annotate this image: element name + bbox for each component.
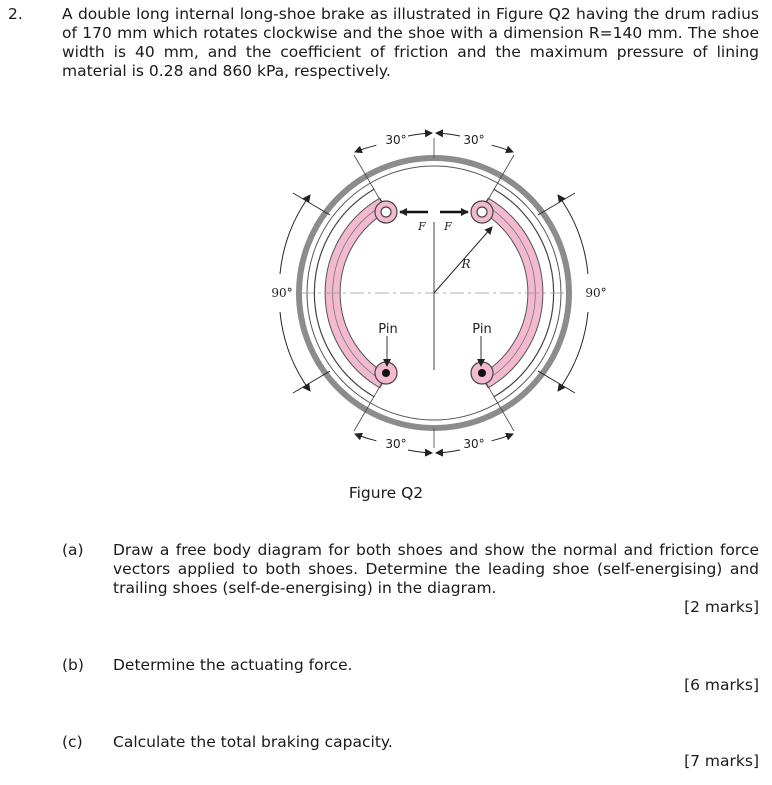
figure-caption: Figure Q2	[348, 484, 424, 502]
radius-label: R	[461, 257, 471, 271]
angle-label-top-left: 30°	[385, 133, 407, 147]
part-b-marks: [6 marks]	[684, 676, 759, 694]
part-label: (a)	[62, 541, 84, 559]
pin-label-left: Pin	[378, 322, 398, 337]
left-anchor-pin	[375, 362, 397, 384]
part-text: Calculate the total braking capacity.	[113, 733, 393, 751]
part-label: (c)	[62, 733, 83, 751]
angle-label-bottom-left: 30°	[385, 437, 407, 451]
angle-label-left: 90°	[271, 286, 293, 300]
right-anchor-pin	[471, 362, 493, 384]
angle-label-top-right: 30°	[463, 133, 485, 147]
question-number: 2.	[8, 5, 23, 23]
left-actuation-pin	[375, 201, 397, 223]
part-a-marks: [2 marks]	[684, 598, 759, 616]
part-text: Draw a free body diagram for both shoes and show the normal and friction force vectors applied to both shoes. Determine the leading shoe (self-energising) and trailing shoes (self-de-energising) in the diagram.	[113, 541, 759, 597]
part-text: Determine the actuating force.	[113, 656, 353, 674]
question-text: A double long internal long-shoe brake as illustrated in Figure Q2 having the drum radius of 170 mm which rotates clockwise and the shoe with a dimension R=140 mm. The shoe width is 40 mm, and the coefficient of friction and the maximum pressure of lining material is 0.28 and 860 kPa, respectively.	[62, 5, 759, 80]
force-label-right: F	[444, 220, 452, 233]
right-actuation-pin	[471, 201, 493, 223]
part-c-marks: [7 marks]	[684, 752, 759, 770]
force-label-left: F	[418, 220, 426, 233]
part-label: (b)	[62, 656, 84, 674]
angle-label-right: 90°	[585, 286, 607, 300]
angle-label-bottom-right: 30°	[463, 437, 485, 451]
pin-label-right: Pin	[472, 322, 492, 337]
